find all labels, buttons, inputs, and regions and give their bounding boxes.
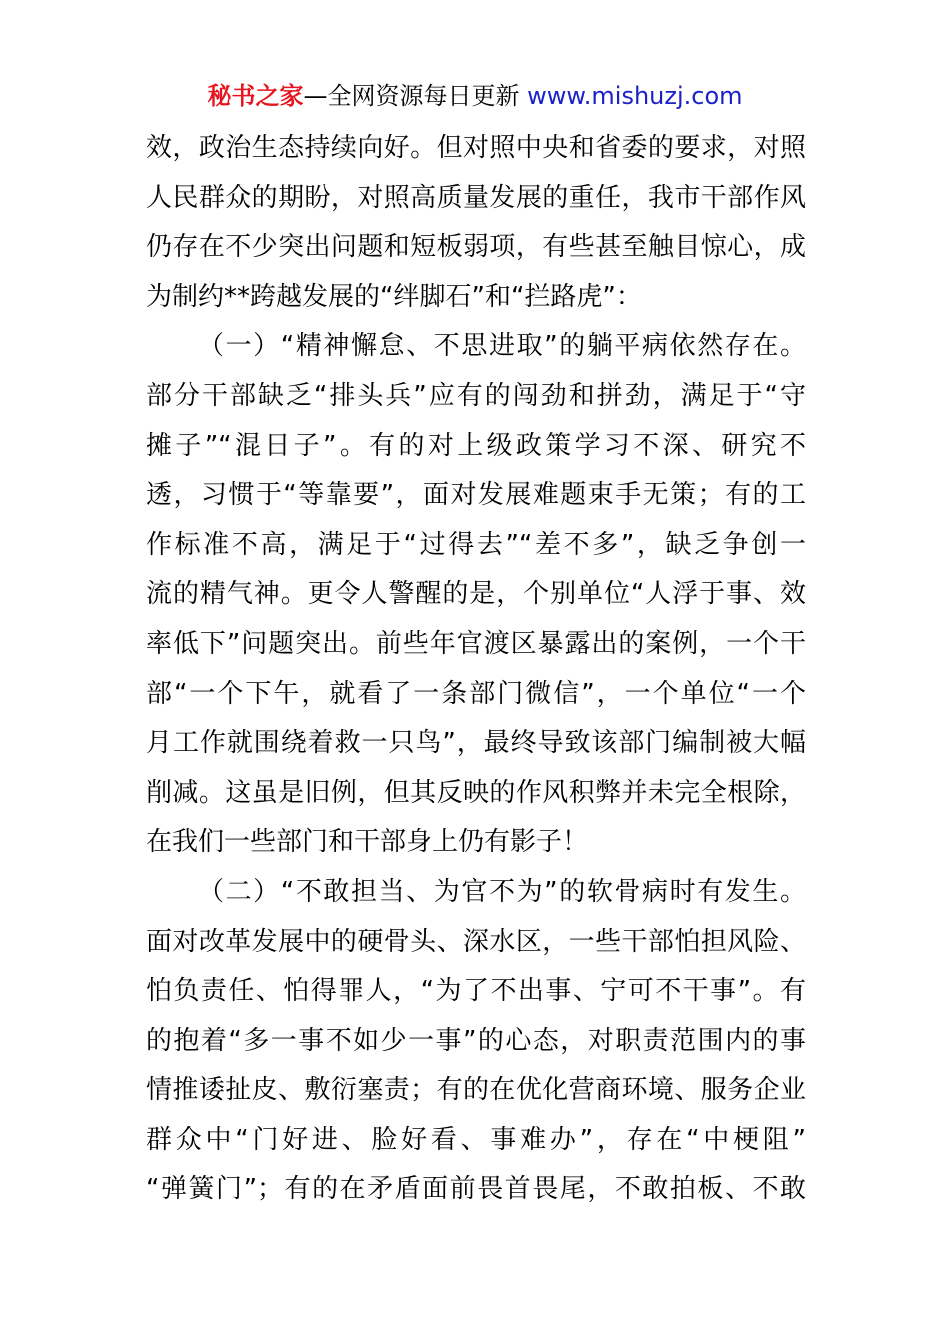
header-brand: 秘书之家 [207, 82, 304, 110]
document-body [146, 124, 806, 1215]
text-line: 怕负责任、怕得罪人，“为了不出事、宁可不干事”。有 [146, 976, 806, 1007]
text-line: 流的精气神。更令人警醒的是，个别单位“人浮于事、效 [146, 579, 806, 610]
text-line: 透，习惯于“等靠要”，面对发展难题束手无策；有的工 [146, 480, 806, 511]
text-line: 情推诿扯皮、敷衍塞责；有的在优化营商环境、服务企业 [146, 1075, 806, 1106]
text-line: 在我们一些部门和干部身上仍有影子！ [146, 827, 589, 858]
text-line: 部“一个下午，就看了一条部门微信”，一个单位“一个 [146, 678, 806, 709]
text-line: 部分干部缺乏“排头兵”应有的闯劲和拼劲，满足于“守 [146, 380, 806, 411]
paragraph-3 [146, 868, 806, 1215]
text-line: 人民群众的期盼，对照高质量发展的重任，我市干部作风 [146, 182, 806, 213]
header-url[interactable]: www.mishuzj.com [527, 82, 743, 110]
text-line: 率低下”问题突出。前些年官渡区暴露出的案例，一个干 [146, 628, 806, 659]
text-line: 的抱着“多一事不如少一事”的心态，对职责范围内的事 [146, 1025, 806, 1056]
text-line: 群众中“门好进、脸好看、事难办”，存在“中梗阻” [146, 1124, 806, 1155]
paragraph-1 [146, 124, 806, 322]
header-tagline: —全网资源每日更新 [303, 82, 528, 110]
section-heading-1: （一）“精神懈怠、不思进取”的躺平病依然存在。 [198, 331, 806, 362]
text-line: 摊子”“混日子”。有的对上级政策学习不深、研究不 [146, 430, 806, 461]
text-line: 为制约**跨越发展的“绊脚石”和“拦路虎”： [146, 281, 642, 312]
text-line: 面对改革发展中的硬骨头、深水区，一些干部怕担风险、 [146, 926, 806, 957]
text-line: 削减。这虽是旧例，但其反映的作风积弊并未完全根除， [146, 777, 806, 808]
text-line: 作标准不高，满足于“过得去”“差不多”，缺乏争创一 [146, 529, 806, 560]
section-heading-2: （二）“不敢担当、为官不为”的软骨病时有发生。 [198, 876, 806, 907]
text-line: 仍存在不少突出问题和短板弱项，有些甚至触目惊心，成 [146, 232, 806, 263]
page-header [0, 78, 950, 114]
paragraph-2 [146, 322, 806, 868]
text-line: 效，政治生态持续向好。但对照中央和省委的要求，对照 [146, 133, 806, 163]
text-line: “弹簧门”；有的在矛盾面前畏首畏尾，不敢拍板、不敢 [146, 1174, 806, 1205]
text-line: 月工作就围绕着救一只鸟”，最终导致该部门编制被大幅 [146, 728, 806, 759]
